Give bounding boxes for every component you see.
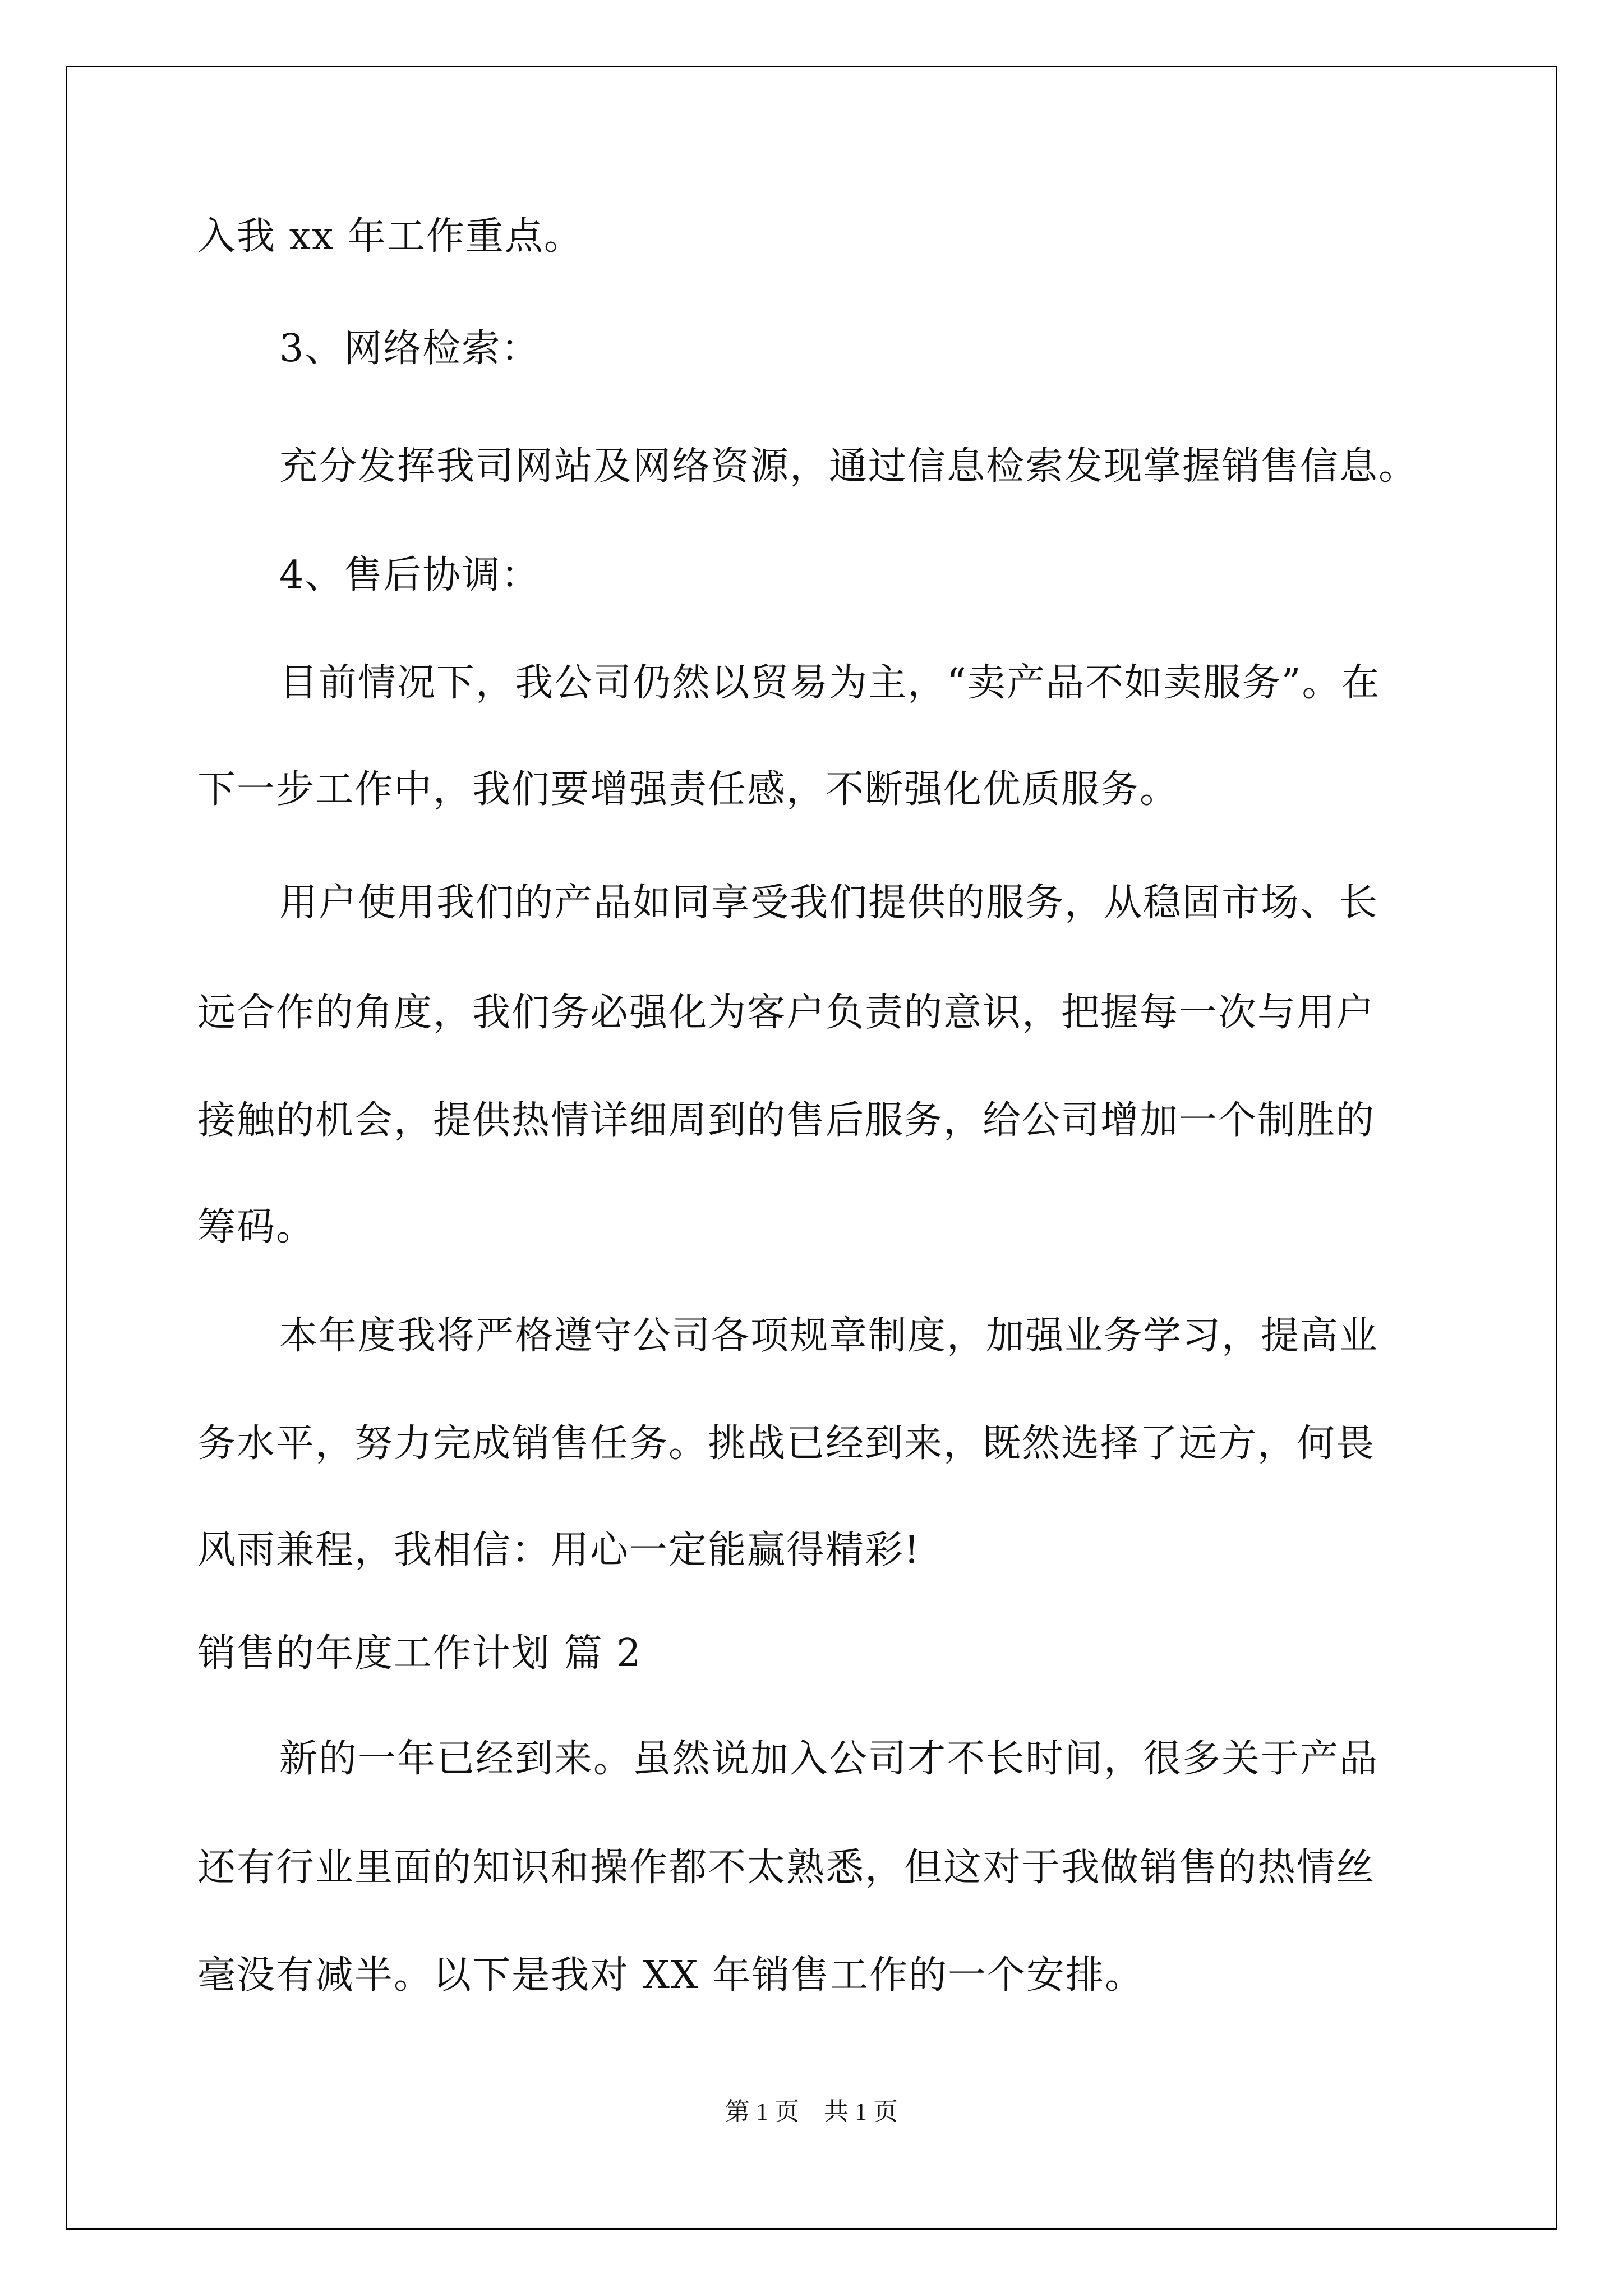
section-heading: 3、网络检索：: [279, 326, 541, 371]
paragraph-line: 用户使用我们的产品如同享受我们提供的服务，从稳固市场、长: [279, 881, 1379, 925]
paragraph-line: 接触的机会，提供热情详细周到的售后服务，给公司增加一个制胜的: [197, 1098, 1376, 1143]
paragraph-line: 目前情况下，我公司仍然以贸易为主，“卖产品不如卖服务”。在: [279, 661, 1381, 705]
paragraph-line: 下一步工作中，我们要增强责任感，不断强化优质服务。: [197, 767, 1179, 812]
paragraph-line: 远合作的角度，我们务必强化为客户负责的意识，把握每一次与用户: [197, 991, 1376, 1035]
section-heading: 4、售后协调：: [279, 553, 541, 597]
paragraph-line: 风雨兼程，我相信：用心一定能赢得精彩!: [197, 1528, 921, 1572]
paragraph-line: 毫没有减半。以下是我对 XX 年销售工作的一个安排。: [197, 1953, 1145, 1998]
paragraph-line: 筹码。: [197, 1205, 316, 1249]
page-border: [66, 66, 1557, 2230]
section-title: 销售的年度工作计划 篇 2: [197, 1631, 642, 1676]
paragraph-line: 新的一年已经到来。虽然说加入公司才不长时间，很多关于产品: [279, 1737, 1379, 1781]
page-number: 第 1 页 共 1 页: [725, 2098, 898, 2125]
paragraph-line: 充分发挥我司网站及网络资源，通过信息检索发现掌握销售信息。: [279, 444, 1418, 489]
paragraph-line: 本年度我将严格遵守公司各项规章制度，加强业务学习，提高业: [279, 1314, 1379, 1358]
paragraph-line: 务水平，努力完成销售任务。挑战已经到来，既然选择了远方，何畏: [197, 1421, 1376, 1466]
paragraph-line: 入我 xx 年工作重点。: [197, 214, 583, 259]
paragraph-line: 还有行业里面的知识和操作都不太熟悉，但这对于我做销售的热情丝: [197, 1846, 1376, 1890]
